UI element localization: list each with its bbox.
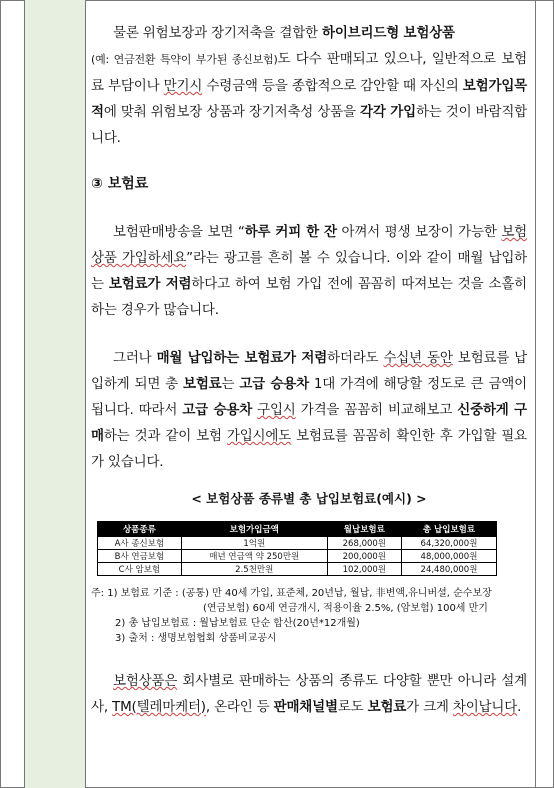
text: 그러나 — [113, 350, 157, 366]
spacer — [91, 646, 527, 668]
bold-text: 하루 커피 한 잔 — [244, 224, 337, 240]
table-caption: < 보험상품 종류별 총 납입보험료(예시) > — [191, 491, 427, 506]
document-body — [91, 20, 527, 720]
underlined-text: 보험상품 가입하세요 — [91, 224, 528, 266]
table-row — [98, 550, 497, 563]
text: 하더라도 — [327, 350, 384, 366]
spacer — [91, 323, 527, 345]
text: 가 크게 — [406, 699, 453, 715]
table-cell: 매년 연금액 약 250만원 — [181, 550, 327, 563]
bold-text: 각각 가입 — [359, 104, 416, 120]
bold-text: 보험료 — [182, 376, 222, 392]
header-coverage: 보험가입금액 — [181, 522, 327, 537]
text: 에 맞춰 위험보장 상품과 장기저축성 상품을 — [103, 104, 360, 120]
underlined-text: TM(텔레마케터) — [112, 699, 206, 715]
table-header-row — [98, 522, 497, 537]
text: 물론 위험보장과 장기저축을 결합한 — [113, 25, 322, 41]
text: 회사별로 판매하는 상품의 종류도 다양할 뿐만 아니라 설계사, — [91, 673, 527, 715]
bold-text: 보험료 — [367, 699, 407, 715]
premium-table — [97, 521, 497, 576]
paragraph-total-premium — [91, 345, 527, 475]
text: 아껴서 평생 보장이 가능한 — [336, 224, 502, 240]
right-border-line — [535, 0, 536, 788]
text: 하는 것과 같이 보험 — [103, 428, 227, 444]
table-cell: 1억원 — [181, 537, 327, 550]
underlined-text: 차이납니다 — [452, 699, 518, 715]
text: , 온라인 등 — [205, 699, 274, 715]
bold-text: 하이브리드형 보험상품 — [321, 25, 455, 41]
bold-text: 고급 승용차 — [239, 376, 309, 392]
text: 수령금액 등을 종합적으로 감안할 때 자신의 — [202, 78, 463, 94]
text: 보험료를 납입하게 되면 총 — [91, 350, 527, 392]
underlined-text: 수십년 동안 — [383, 350, 453, 366]
bold-text: 판매채널별 — [273, 699, 338, 715]
underlined-text: 보험상품은 — [113, 673, 178, 689]
paragraph-hybrid-products — [91, 20, 527, 151]
table-cell: 102,000원 — [327, 563, 401, 576]
underlined-text: 구입시 — [257, 402, 296, 418]
text: 는 — [221, 376, 240, 392]
paragraph-sales-channels — [91, 668, 527, 720]
text: 1대 가격에 해당할 정도로 큰 금액이 됩니다. 따라서 — [91, 376, 527, 418]
underlined-text: 만기시 — [163, 78, 203, 94]
text: . — [517, 699, 522, 715]
text: 보험료를 꼼꼼히 확인한 후 가입할 필요가 있습니다. — [91, 428, 527, 470]
text: 가격을 꼼꼼히 비교해보고 — [295, 402, 458, 418]
header-product-type: 상품종류 — [98, 522, 182, 537]
table-cell: B사 연금보험 — [98, 550, 182, 563]
text: 도 다수 판매되고 있으나, 일반적으로 보험료 부담이나 — [91, 51, 527, 94]
text: 로도 — [337, 699, 368, 715]
bold-text: 신중하게 구매 — [91, 402, 527, 444]
section-heading: ③ 보험료 — [91, 176, 149, 192]
text: 하는 것이 바람직합니다. — [91, 104, 527, 146]
table-cell: C사 암보험 — [98, 563, 182, 576]
table-cell: 200,000원 — [327, 550, 401, 563]
text: 보험판매방송을 보면 “ — [113, 224, 245, 240]
note-1-continued: (연금보험) 60세 연금개시, 적용이율 2.5%, (암보험) 100세 만기 — [203, 603, 488, 614]
header-total-premium: 총 납입보험료 — [401, 522, 496, 537]
table-cell: 2.5천만원 — [181, 563, 327, 576]
note-3: 3) 출처 : 생명보험협회 상품비교공시 — [115, 633, 277, 644]
left-margin-column — [24, 0, 86, 788]
note-2: 2) 총 납입보험료 : 월납보험료 단순 합산(20년*12개월) — [115, 618, 360, 629]
text: ”라는 광고를 흔히 볼 수 있습니다. 이와 같이 매월 납입하는 — [91, 250, 527, 292]
bold-text: 보험료가 저렴 — [108, 276, 192, 292]
table-row — [98, 537, 497, 550]
text: 하다고 하여 보험 가입 전에 꼼꼼히 따져보는 것을 소홀히 하는 경우가 많습니다. — [91, 276, 528, 318]
header-monthly-premium: 월납보험료 — [327, 522, 401, 537]
note-1: 주: 1) 보험료 기준 : (공통) 만 40세 가입, 표준체, 20년납, 월납, 非변액,유니버셜, 순수보장 — [91, 588, 492, 599]
bold-text: 매월 납입하는 보험료가 저렴 — [156, 350, 328, 366]
small-note: (예: 연금전환 특약이 부가된 종신보험) — [91, 53, 278, 66]
bold-text: 보험가입목적 — [91, 78, 528, 120]
table-notes — [91, 586, 527, 646]
table-cell: 48,000,000원 — [401, 550, 496, 563]
table-cell: A사 종신보험 — [98, 537, 182, 550]
table-cell: 24,480,000원 — [401, 563, 496, 576]
paragraph-broadcast-ad — [91, 219, 527, 323]
table-cell: 268,000원 — [327, 537, 401, 550]
bold-text: 고급 승용차 — [182, 402, 253, 418]
table-row — [98, 563, 497, 576]
underlined-text: 가입시에도 — [226, 428, 292, 444]
table-cell: 64,320,000원 — [401, 537, 496, 550]
